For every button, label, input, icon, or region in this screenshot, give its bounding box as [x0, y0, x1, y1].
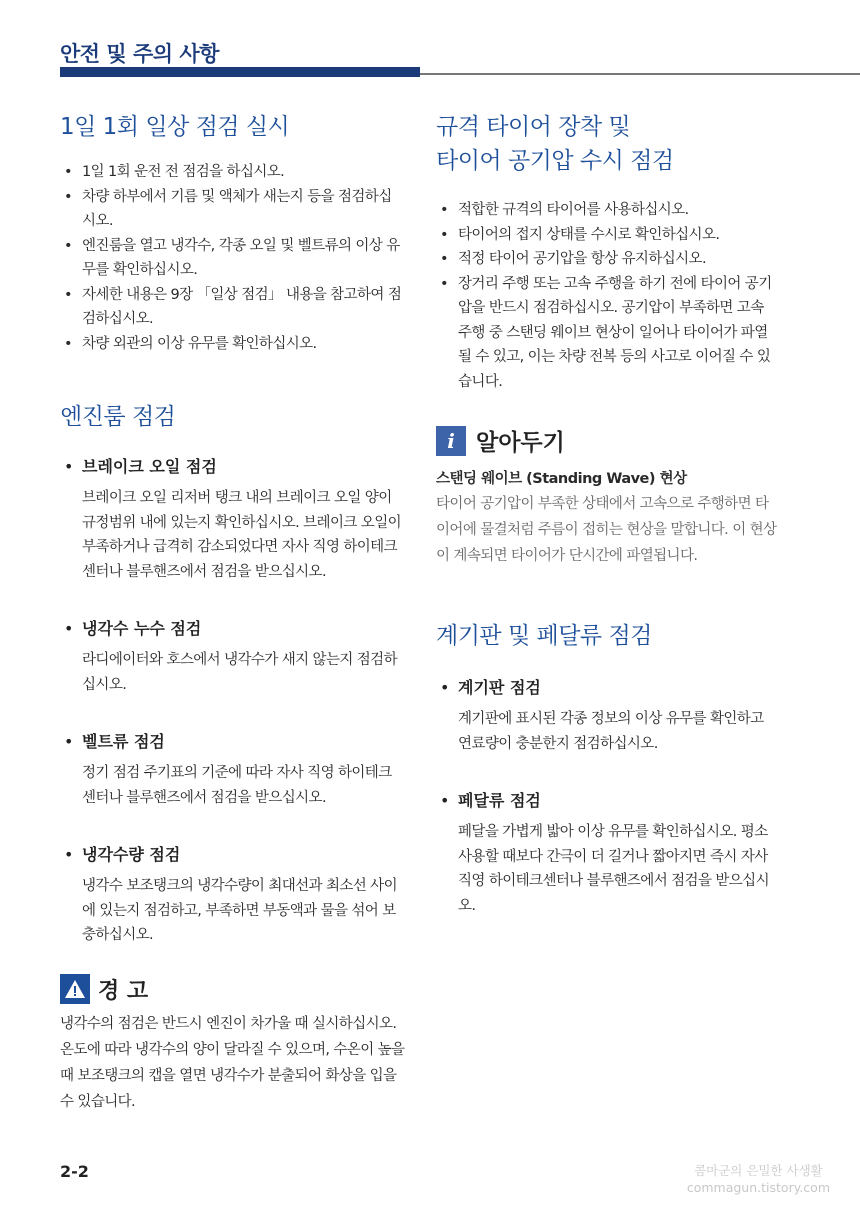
pedal-heading: • 페달류 점검: [436, 788, 781, 814]
brake-oil-check: [60, 454, 405, 584]
pedal-check: [436, 788, 781, 918]
list-item: • 엔진룸을 열고 냉각수, 각종 오일 및 벨트류의 이상 유무를 확인하십시오.: [60, 234, 405, 283]
daily-inspection-list: [60, 160, 405, 356]
list-item: • 타이어의 접지 상태를 수시로 확인하십시오.: [436, 223, 781, 248]
coolant-level-heading: • 냉각수량 점검: [60, 842, 405, 868]
header-rule-thin: [420, 73, 860, 75]
gauge-pedal-title: 계기판 및 페달류 점검: [436, 623, 652, 649]
coolant-level-text: 냉각수 보조탱크의 냉각수량이 최대선과 최소선 사이에 있는지 점검하고, 부족하면 부동액과 물을 섞어 보충하십시오.: [82, 878, 397, 943]
daily-inspection-title: 1일 1회 일상 점검 실시: [60, 114, 290, 140]
gauge-text: 계기판에 표시된 각종 정보의 이상 유무를 확인하고 연료량이 충분한지 점검하십시오.: [458, 711, 764, 752]
tire-section-title: [436, 110, 781, 178]
warning-triangle-icon: [60, 974, 90, 1004]
info-icon: i: [436, 426, 466, 456]
list-item: • 적합한 규격의 타이어를 사용하십시오.: [436, 198, 781, 223]
warning-box: [60, 974, 405, 1115]
gauge-heading: • 계기판 점검: [436, 675, 781, 701]
list-item: • 자세한 내용은 9장 「일상 점검」 내용을 참고하여 점검하십시오.: [60, 283, 405, 332]
coolant-leak-heading: • 냉각수 누수 점검: [60, 616, 405, 642]
pedal-text: 페달을 가볍게 밟아 이상 유무를 확인하십시오. 평소 사용할 때보다 간극이 더 길거나 짧아지면 즉시 자사 직영 하이테크센터나 블루핸즈에서 점검을 받으십시오.: [458, 824, 769, 914]
tire-title-line2: 타이어 공기압 수시 점검: [436, 148, 674, 174]
header-rule-dark: [60, 67, 420, 77]
belt-check: [60, 729, 405, 810]
list-item: • 1일 1회 운전 전 점검을 하십시오.: [60, 160, 405, 185]
brake-oil-heading: • 브레이크 오일 점검: [60, 454, 405, 480]
watermark-line1: 콤마군의 은밀한 사생활: [694, 1163, 823, 1178]
list-item: • 차량 하부에서 기름 및 액체가 새는지 등을 점검하십시오.: [60, 185, 405, 234]
note-text: 타이어 공기압이 부족한 상태에서 고속으로 주행하면 타이어에 물결처럼 주름이 접히는 현상을 말합니다. 이 현상이 계속되면 타이어가 단시간에 파열됩니다.: [436, 496, 777, 564]
warning-label: 경 고: [98, 978, 149, 1004]
note-label: 알아두기: [476, 430, 565, 456]
right-column: [436, 110, 781, 918]
note-subtitle: 스탠딩 웨이브 (Standing Wave) 현상: [436, 471, 687, 487]
note-box: [436, 424, 781, 569]
list-item: • 적정 타이어 공기압을 항상 유지하십시오.: [436, 247, 781, 272]
watermark-line2: commagun.tistory.com: [686, 1180, 830, 1195]
tire-list: [436, 198, 781, 394]
gauge-check: [436, 675, 781, 756]
coolant-leak-check: [60, 616, 405, 697]
coolant-level-check: [60, 842, 405, 948]
left-column: [60, 110, 405, 1115]
brake-oil-text: 브레이크 오일 리저버 탱크 내의 브레이크 오일 양이 규정범위 내에 있는지 확인하십시오. 브레이크 오일이 부족하거나 급격히 감소되었다면 자사 직영 하이테크센터나 블루핸즈에서 점검을 받으십시오.: [82, 490, 402, 580]
warning-text: 냉각수의 점검은 반드시 엔진이 차가울 때 실시하십시오. 온도에 따라 냉각수의 양이 달라질 수 있으며, 수온이 높을 때 보조탱크의 캡을 열면 냉각수가 분출되어 화상을 입을 수 있습니다.: [60, 1015, 405, 1110]
tire-title-line1: 규격 타이어 장착 및: [436, 114, 631, 140]
engine-room-title: 엔진룸 점검: [60, 404, 176, 430]
belt-text: 정기 점검 주기표의 기준에 따라 자사 직영 하이테크센터나 블루핸즈에서 점검을 받으십시오.: [82, 765, 392, 806]
list-item: • 장거리 주행 또는 고속 주행을 하기 전에 타이어 공기압을 반드시 점검하십시오. 공기압이 부족하면 고속 주행 중 스탠딩 웨이브 현상이 일어나 타이어가 파열될 수 있고, 이는 차량 전복 등의 사고로 이어질 수 있습니다.: [436, 272, 781, 395]
watermark: [687, 1162, 830, 1196]
page-number: 2-2: [60, 1162, 89, 1181]
belt-heading: • 벨트류 점검: [60, 729, 405, 755]
list-item: • 차량 외관의 이상 유무를 확인하십시오.: [60, 332, 405, 357]
page-header-title: 안전 및 주의 사항: [60, 42, 219, 66]
coolant-leak-text: 라디에이터와 호스에서 냉각수가 새지 않는지 점검하십시오.: [82, 652, 397, 693]
